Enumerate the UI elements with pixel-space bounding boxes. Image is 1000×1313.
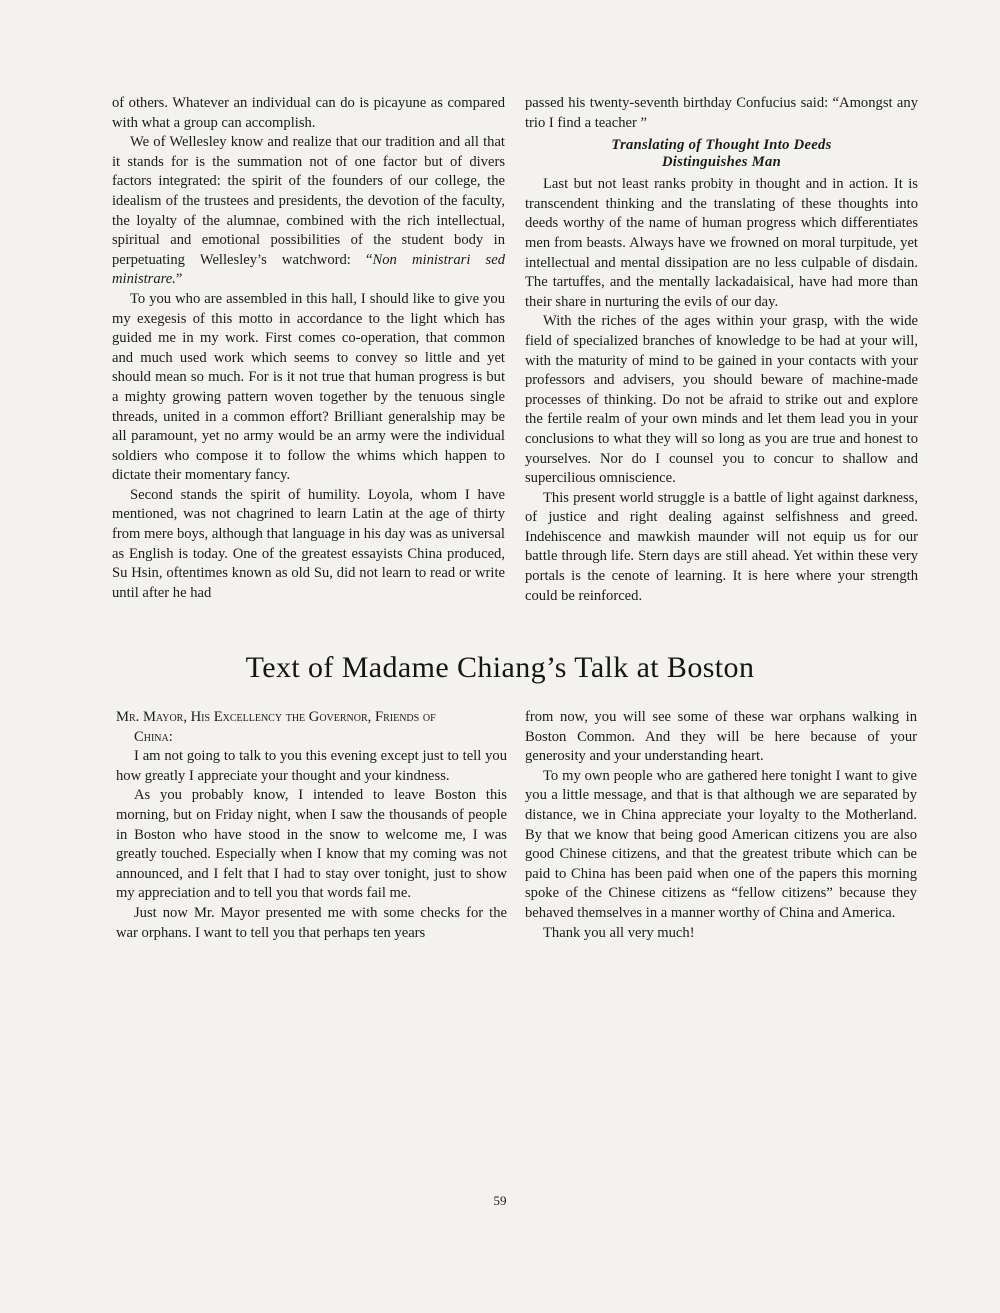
paragraph-text: We of Wellesley know and realize that our tradition and all that it stands for is the summation not of one factor but of divers factors integrated: the spirit of the founders of our college, the idealism of the trustees and presidents, the devotion of the faculty, the loyalty of the alumnae, combined with the rich intellectual, spiritual and emotional possibilities of the student body in perpetuating Wellesley’s watchword: “ bbox=[112, 134, 505, 268]
paragraph-boston-common: from now, you will see some of these war orphans walking in Boston Common. And they will be here because of your generosity and your understanding heart. bbox=[525, 709, 917, 765]
subheading-line-2: Distinguishes Man bbox=[661, 154, 782, 171]
article-headline: Text of Madame Chiang’s Talk at Boston bbox=[245, 651, 755, 684]
paragraph-probity: Last but not least ranks probity in thought and in action. It is transcendent thinking and the translating of these thoughts into deeds worthy of the name of human progress which differentiates men from beasts. Always have we frowned on moral turpitude, yet intellectual and mental dissipation are no less culpable of disdain. The tartuffes, and the mentally lackadaisical, have had more than their share in nurturing the evils of our day. bbox=[525, 176, 918, 310]
college-motto: Non ministrari sed ministrare. bbox=[112, 251, 506, 288]
paragraph-leaving-boston: As you probably know, I intended to leave Boston this morning, but on Friday night, when I saw the thousands of people in Boston who have stood in the snow to welcome me, I was greatly touched. Especially when I know that my coming was not announced, and I felt that I had to stay over tonight, just to show my appreciation and to tell you that words fail me. bbox=[116, 787, 507, 902]
paragraph-riches-of-ages: With the riches of the ages within your grasp, with the wide field of specialized branches of knowledge to be had at your will, with the maturity of mind to be gained in your contacts with your professors and advisers, you should beware of machine-made processes of thinking. Do not be afraid to strike out and explore the fertile realm of your own minds and let them lead you in your conclusions to what they will so long as you are true and honest to yourselves. Nor do I counsel you to concur to shallow and supercilious omniscience. bbox=[525, 313, 918, 487]
closing-quote: ” bbox=[175, 271, 183, 288]
lower-right-column bbox=[525, 708, 917, 943]
page-number: 59 bbox=[493, 1193, 507, 1208]
salutation bbox=[116, 708, 507, 747]
paragraph-message-to-people: To my own people who are gathered here tonight I want to give you a little message, and that is that although we are separated by distance, we in China appreciate your loyalty to the Motherland. By that we know that being good American citizens you are also good Chinese citizens, and that the greatest tribute which can be paid to China has been paid when one of the papers this morning spoke of the Chinese citizens as “fellow citizens” because they behaved themselves in a manner worthy of China and America. bbox=[525, 767, 917, 921]
salutation-line-2: China: bbox=[134, 728, 173, 745]
paragraph-wellesley-tradition bbox=[112, 133, 505, 290]
paragraph-thanks: Thank you all very much! bbox=[543, 924, 695, 941]
paragraph-cooperation: To you who are assembled in this hall, I should like to give you my exegesis of this motto in accordance to the light which has guided me in my work. First comes co-operation, that common and much used work which seems to convey so little and yet should mean so much. For is it not true that human progress is but a mighty growing pattern woven together by the tenuous single threads, united in a common effort? Brilliant generalship may be all paramount, yet no army would be an army were the individual soldiers who compose it to follow the whims which happen to dictate their momentary fancy. bbox=[112, 290, 505, 484]
salutation-line-1: Mr. Mayor, His Excellency the Governor, Friends of bbox=[116, 709, 436, 725]
subheading-line-1: Translating of Thought Into Deeds bbox=[611, 137, 832, 154]
lower-left-column bbox=[116, 708, 507, 943]
paragraph-world-struggle: This present world struggle is a battle of light against darkness, of justice and right dealing against selfishness and greed. Indehiscence and mawkish maunder will not equip us for our battle through life. Stern days are still ahead. Yet within these very portals is the cenote of learning. It is here where your strength could be reinforced. bbox=[525, 489, 918, 604]
upper-left-column bbox=[112, 94, 505, 603]
paragraph-confucius: passed his twenty-seventh birthday Confucius said: “Amongst any trio I find a teacher ” bbox=[525, 95, 918, 131]
paragraph: of others. Whatever an individual can do is picayune as compared with what a group can accomplish. bbox=[112, 95, 505, 131]
paragraph-appreciation: I am not going to talk to you this evening except just to tell you how greatly I appreciate your thought and your kindness. bbox=[116, 748, 507, 784]
paragraph-humility: Second stands the spirit of humility. Loyola, whom I have mentioned, was not chagrined to learn Latin at the age of thirty from mere boys, although that language in his day was as universal as English is today. One of the greatest essayists China produced, Su Hsin, oftentimes known as old Su, did not learn to read or write until after he had bbox=[112, 486, 505, 601]
paragraph-war-orphans: Just now Mr. Mayor presented me with some checks for the war orphans. I want to tell you that perhaps ten years bbox=[116, 904, 507, 941]
upper-right-column bbox=[525, 94, 918, 606]
section-subheading bbox=[525, 137, 918, 171]
